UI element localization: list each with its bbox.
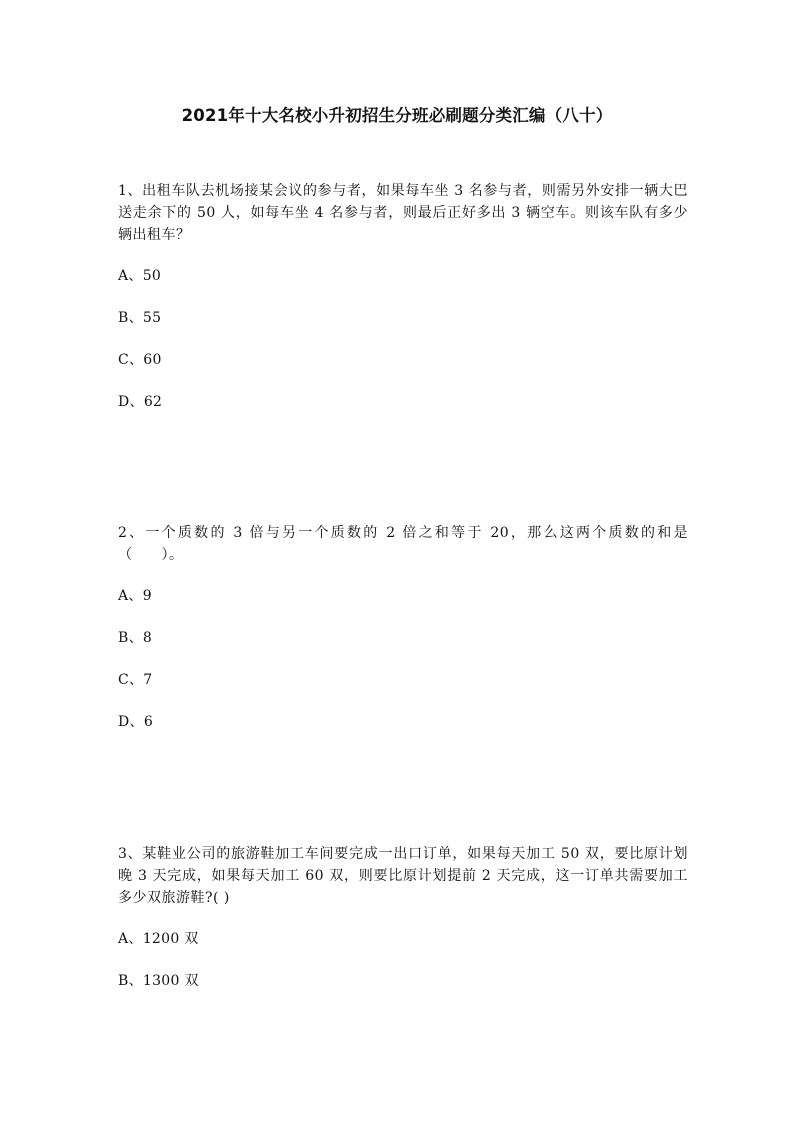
question-1-option-a: A、50 [118,268,162,284]
question-2-option-d: D、6 [118,714,154,730]
question-2-option-a: A、9 [118,588,152,604]
question-1-option-c: C、60 [118,352,162,368]
question-2 [118,522,688,733]
question-1-text: 1、出租车队去机场接某会议的参与者，如果每车坐 3 名参与者，则需另外安排一辆大巴送走余下的 50 人，如每车坐 4 名参与者，则最后正好多出 3 辆空车。则该车队有多少辆出租车？ [118,183,688,243]
question-1-option-b: B、55 [118,310,162,326]
document-title: 2021年十大名校小升初招生分班必刷题分类汇编（八十） [181,106,613,125]
question-3-option-a: A、1200 双 [118,931,199,947]
question-1-option-d: D、62 [118,394,163,410]
question-2-option-c: C、7 [118,672,153,688]
question-3-text: 3、某鞋业公司的旅游鞋加工车间要完成一出口订单，如果每天加工 50 双，要比原计划晚 3 天完成，如果每天加工 60 双，则要比原计划提前 2 天完成，这一订单共需要加工多少双旅游鞋?( ) [118,846,688,906]
question-3 [118,843,688,992]
question-2-text: 2、一个质数的 3 倍与另一个质数的 2 倍之和等于 20，那么这两个质数的和是（ ）。 [118,525,688,563]
question-1 [118,180,688,413]
question-2-option-b: B、8 [118,630,153,646]
question-3-option-b: B、1300 双 [118,973,199,989]
